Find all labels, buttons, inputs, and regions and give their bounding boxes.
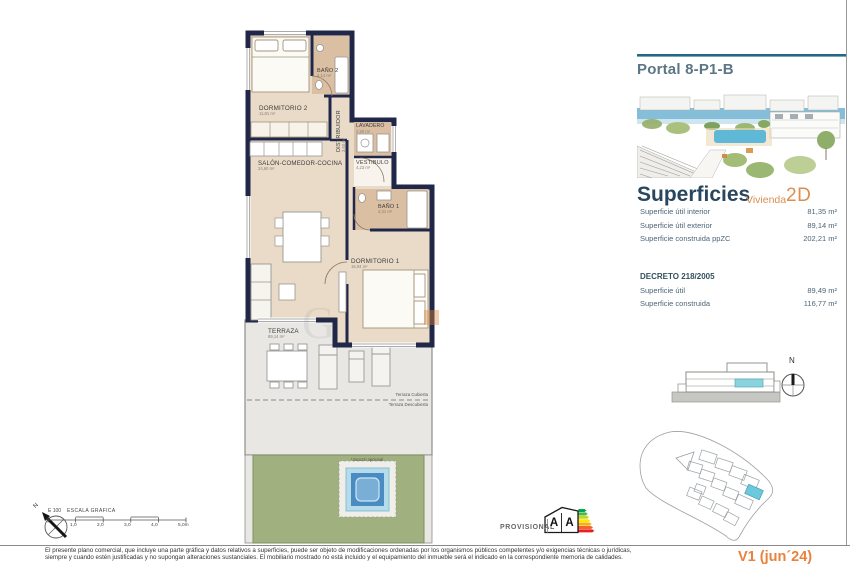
- scale-tick: 3,0: [124, 523, 131, 528]
- scale-title: ESCALA GRAFICA: [67, 508, 116, 514]
- room-label-bano1: BAÑO 1 4,31 m²: [378, 204, 400, 215]
- room-label-distribuidor: DISTRIBUIDOR 3,60 m²: [336, 110, 347, 152]
- apartment-plan: [246, 30, 440, 348]
- energy-letter-a2: A: [565, 516, 574, 529]
- superficie-row: Superficie útil exterior 89,14 m²: [640, 220, 837, 230]
- portal-title: Portal 8-P1-B: [637, 61, 734, 78]
- scale-tick: 4,0: [151, 523, 158, 528]
- scale-ratio: E 100: [48, 508, 62, 514]
- highlighted-floor: [735, 379, 763, 387]
- render-illustration: [637, 84, 845, 178]
- room-label-lavadero: LAVADERO 2,50 m²: [356, 123, 385, 134]
- scale-tick: 5,0m: [178, 523, 189, 528]
- terrace-covered-label: Terraza Cubierta: [395, 392, 428, 397]
- energy-letter-a1: A: [549, 516, 559, 529]
- room-label-dormitorio2: DORMITORIO 2 11,81 m²: [259, 105, 308, 117]
- legal-disclaimer: El presente plano comercial, que incluye una parte gráfica y datos relativos a superficies, puede ser objeto de modificaciones ordenadas por los organismos públicos competentes y/o exigencias técnicas o jurídicas, siempre y cuando estén justificadas y no supongan alteraciones sustanciales. El mobiliario mostrado no está incluido y el equipamiento del inmueble será el indicado en la correspondiente memoria de calidades.: [45, 547, 632, 562]
- version-label: V1 (jun´24): [738, 548, 813, 565]
- pool: [339, 461, 396, 517]
- superficies-title: Superficies: [637, 183, 751, 206]
- building-section: [672, 363, 780, 402]
- decreto-title: DECRETO 218/2005: [640, 272, 715, 281]
- site-plan: [640, 431, 773, 540]
- provisional-label: PROVISIONAL: [500, 524, 555, 531]
- watermark-letter: G: [302, 297, 336, 348]
- terrace-uncovered-label: Terraza Descubierta: [388, 402, 428, 407]
- compass-n-label: N: [32, 502, 40, 510]
- scale-compass: [42, 512, 67, 538]
- north-label: N: [789, 356, 795, 365]
- decreto-row: Superficie construida 116,77 m²: [640, 298, 837, 308]
- vivienda-value: 2D: [786, 184, 812, 206]
- room-label-vestibulo: VESTIBULO 4,23 m²: [356, 160, 389, 171]
- scale-tick: 2,0: [97, 523, 104, 528]
- room-label-bano2: BAÑO 2 4,14 m²: [317, 68, 339, 79]
- vivienda-label: Vivienda: [746, 194, 787, 206]
- superficie-row: Superficie construida ppZC 202,21 m²: [640, 234, 837, 243]
- garden: [253, 455, 424, 543]
- terrace-plan: [245, 320, 432, 543]
- room-label-salon: SALÓN-COMEDOR-COCINA 24,60 m²: [258, 160, 343, 171]
- room-label-dormitorio1: DORMITORIO 1 15,04 m²: [351, 258, 400, 270]
- superficie-row: Superficie útil interior 81,35 m²: [640, 207, 837, 216]
- pool-note: *Jacuzzi opcional: [350, 456, 384, 462]
- north-compass: [782, 374, 804, 396]
- scale-bar: [48, 517, 186, 523]
- room-label-terraza: TERRAZA 89,14 m²: [268, 328, 299, 340]
- scale-tick: 1,0: [70, 523, 77, 528]
- decreto-row: Superficie útil 89,49 m²: [640, 285, 837, 295]
